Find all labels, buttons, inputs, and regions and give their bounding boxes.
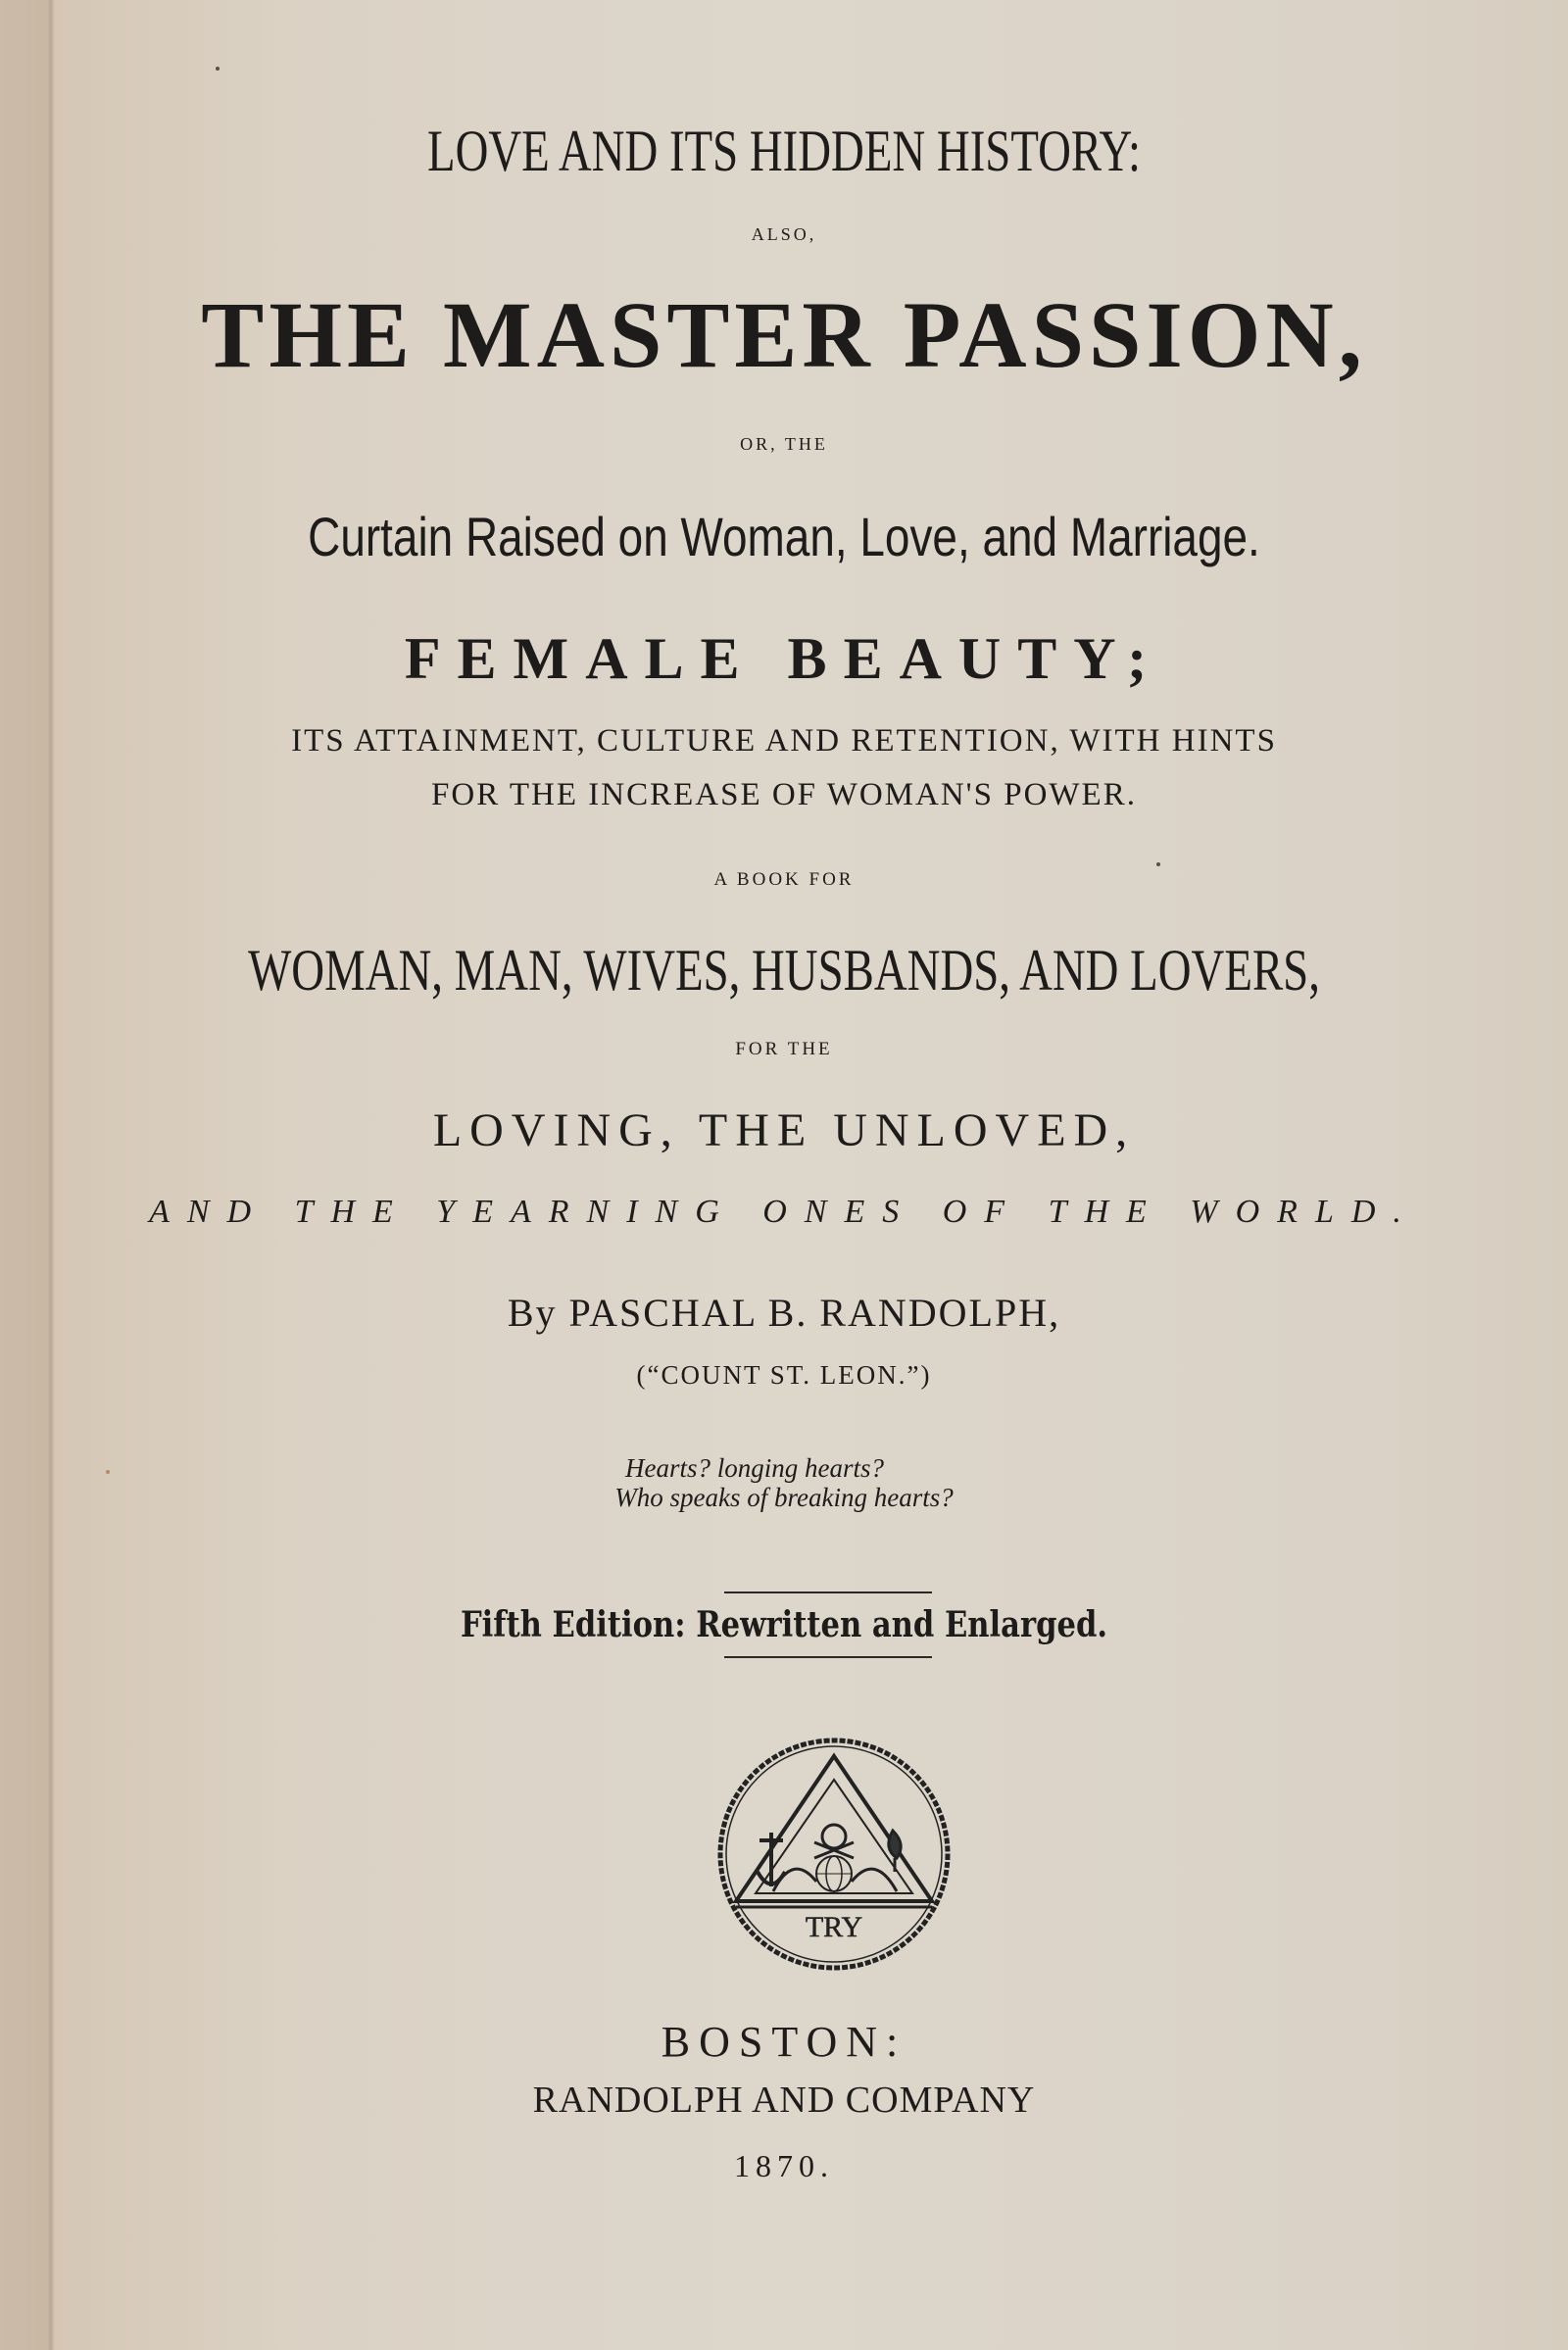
yearning-line: AND THE YEARNING ONES OF THE WORLD.	[149, 1194, 1419, 1230]
publisher: RANDOLPH AND COMPANY	[532, 2080, 1036, 2121]
main-title: THE MASTER PASSION,	[201, 282, 1367, 387]
epigraph-line-1: Hearts? longing hearts?	[624, 1453, 884, 1483]
a-book-for-text: A BOOK FOR	[713, 869, 855, 890]
wings-icon	[773, 1869, 897, 1891]
subtitle: Curtain Raised on Woman, Love, and Marriage.	[308, 506, 1260, 567]
skull-icon	[814, 1825, 854, 1858]
seal-emblem	[714, 1735, 954, 1974]
anchor-icon	[758, 1833, 785, 1886]
attainment-line-1: ITS ATTAINMENT, CULTURE AND RETENTION, WITH HINTS	[291, 723, 1277, 759]
torch-icon	[889, 1831, 901, 1872]
female-beauty-heading: FEMALE BEAUTY;	[404, 626, 1164, 691]
loving-line: LOVING, THE UNLOVED,	[432, 1104, 1136, 1156]
author-line: By PASCHAL B. RANDOLPH,	[507, 1291, 1061, 1335]
or-the-text: OR, THE	[740, 434, 828, 454]
seal-motto: TRY	[805, 1911, 863, 1943]
edition-line: Fifth Edition: Rewritten and Enlarged.	[460, 1604, 1108, 1645]
year: 1870.	[734, 2148, 834, 2183]
city: BOSTON:	[661, 2018, 907, 2066]
globe-icon	[816, 1856, 852, 1891]
rule-bottom	[724, 1656, 932, 1658]
epigraph-line-2: Who speaks of breaking hearts?	[614, 1483, 954, 1512]
for-the-text: FOR THE	[735, 1039, 833, 1059]
attainment-line-2: FOR THE INCREASE OF WOMAN'S POWER.	[431, 777, 1137, 812]
audience-line: WOMAN, MAN, WIVES, HUSBANDS, AND LOVERS,	[248, 938, 1320, 1003]
rule-top	[724, 1591, 932, 1593]
also-text: ALSO,	[751, 224, 817, 244]
pseudonym: (“COUNT ST. LEON.”)	[636, 1360, 932, 1390]
title-line-love: LOVE AND ITS HIDDEN HISTORY:	[426, 119, 1142, 183]
